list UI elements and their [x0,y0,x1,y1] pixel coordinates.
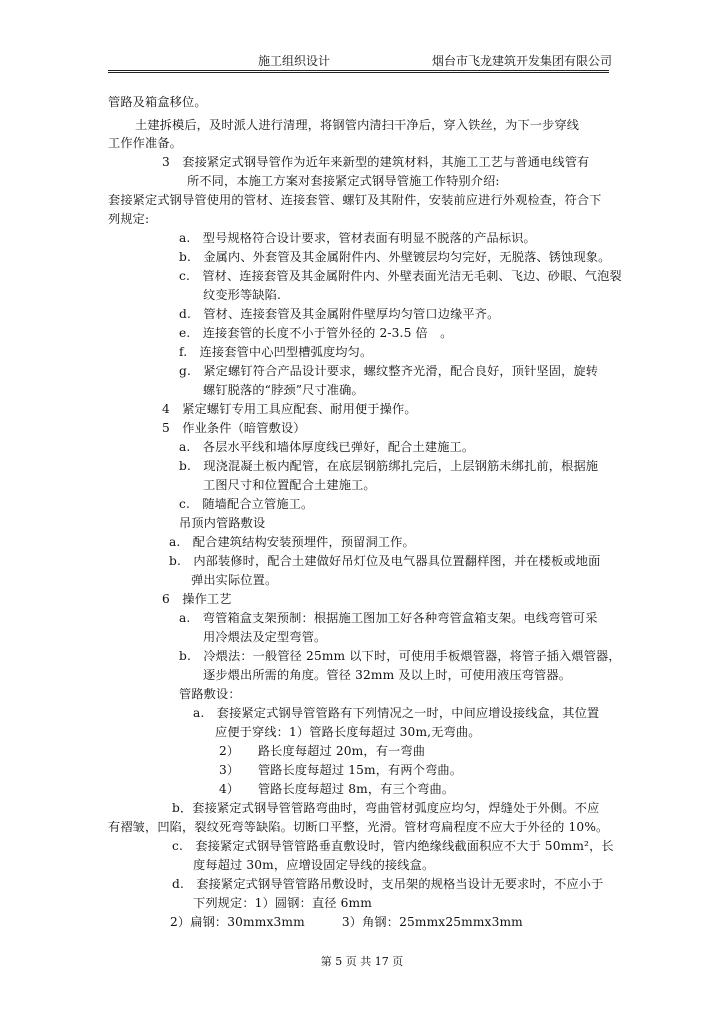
text-line: 用冷煨法及定型弯管。 [203,630,327,644]
list-item: e. 连接套管的长度不小于管外径的 2-3.5 倍 。 [179,326,453,340]
text-line: 下列规定：1）圆钢：直径 6mm [193,896,372,910]
text-line: 管路及箱盒移位。 [108,95,207,109]
section-heading: 4 紧定螺钉专用工具应配套、耐用便于操作。 [162,402,417,416]
list-item: g. 紧定螺钉符合产品设计要求，螺纹整齐光滑，配合良好，顶针坚固，旋转 [179,364,599,378]
list-item: 2） 路长度每超过 20m，有一弯曲 [219,744,426,758]
section-heading: 6 操作工艺 [162,592,232,606]
list-item: 3） 管路长度每超过 15m，有两个弯曲。 [219,763,463,777]
list-item: c. 套接紧定式钢导管管路垂直敷设时，管内绝缘线截面积应不大于 50mm²，长 [172,839,614,853]
list-item: b．套接紧定式钢导管管路弯曲时，弯曲管材弧度应均匀，焊缝处于外侧。不应 [172,801,600,815]
text-line: 逐步煨出所需的角度。管径 32mm 及以上时，可使用液压弯管器。 [203,668,572,682]
header-rule [108,70,609,71]
list-item: b. 现浇混凝土板内配管，在底层钢筋绑扎完后，上层钢筋未绑扎前，根据施 [179,459,599,473]
list-item: a. 套接紧定式钢导管管路有下列情况之一时，中间应增设接线盒，其位置 [193,706,600,720]
list-item: a. 各层水平线和墙体厚度线已弹好，配合土建施工。 [179,440,475,454]
list-item: d. 套接紧定式钢导管管路吊敷设时，支吊架的规格当设计无要求时，不应小于 [172,877,604,891]
header-company: 烟台市飞龙建筑开发集团有限公司 [432,54,613,68]
text-line: 土建拆模后，及时派人进行清理，将钢管内清扫干净后，穿入铁丝，为下一步穿线 [135,118,580,132]
list-item: d. 管材、连接套管及其金属附件壁厚均匀管口边缘平齐。 [179,307,500,321]
list-item: c. 管材、连接套管及其金属附件内、外壁表面光洁无毛刺、飞边、砂眼、气泡裂 [179,269,622,283]
text-line: 应便于穿线：1）管路长度每超过 30m,无弯曲。 [215,725,481,739]
list-item: a. 弯管箱盒支架预制：根据施工图加工好各种弯管盒箱支架。电线弯管可采 [179,611,598,625]
text-line: 2）扁钢：30mmx3mm 3）角钢：25mmx25mmx3mm [170,915,523,929]
text-line: 度每超过 30m，应增设固定导线的接线盒。 [193,858,435,872]
list-item: a. 型号规格符合设计要求，管材表面有明显不脱落的产品标识。 [179,231,536,245]
text-line: 纹变形等缺陷. [203,288,282,302]
text-line: 有褶皱，凹陷，裂纹死弯等缺陷。切断口平整，光滑。管材弯扁程度不应大于外径的 10%。 [108,820,609,834]
subheading: 管路敷设： [179,687,241,701]
list-item: a. 配合建筑结构安装预埋件，预留洞工作。 [169,535,415,549]
text-line: 套接紧定式钢导管使用的管材、连接套管、螺钉及其附件，安装前应进行外观检查，符合下 [108,193,602,207]
header-rule [108,72,609,73]
section-heading: 5 作业条件（暗管敷设） [162,421,306,435]
page-number: 第 5 页 共 17 页 [320,955,404,968]
subheading: 吊顶内管路敷设 [179,516,266,530]
text-line: 工图尺寸和位置配合土建施工。 [203,478,376,492]
list-item: b. 冷煨法：一般管径 25mm 以下时，可使用手板煨管器，将管子插入煨管器， [179,649,621,663]
list-item: 4） 管路长度每超过 8m，有三个弯曲。 [219,782,455,796]
list-item: c. 随墙配合立管施工。 [179,497,314,511]
text-line: 3 套接紧定式钢导管作为近年来新型的建筑材料，其施工工艺与普通电线管有 [162,155,590,169]
list-item: b. 金属内、外套管及其金属附件内、外壁镀层均匀完好，无脱落、锈蚀现象。 [179,250,611,264]
text-line: 工作作准备。 [108,136,183,150]
text-line: 所不同，本施工方案对套接紧定式钢导管施工作特别介绍: [187,174,500,188]
text-line: 螺钉脱落的“脖颈”尺寸准确。 [203,383,364,397]
text-line: 弹出实际位置。 [191,573,278,587]
text-line: 列规定: [108,212,150,226]
header-title: 施工组织设计 [258,54,331,68]
list-item: f. 连接套管中心凹型槽弧度均匀。 [179,345,373,359]
list-item: b. 内部装修时，配合土建做好吊灯位及电气器具位置翻样图，并在楼板或地面 [169,554,601,568]
